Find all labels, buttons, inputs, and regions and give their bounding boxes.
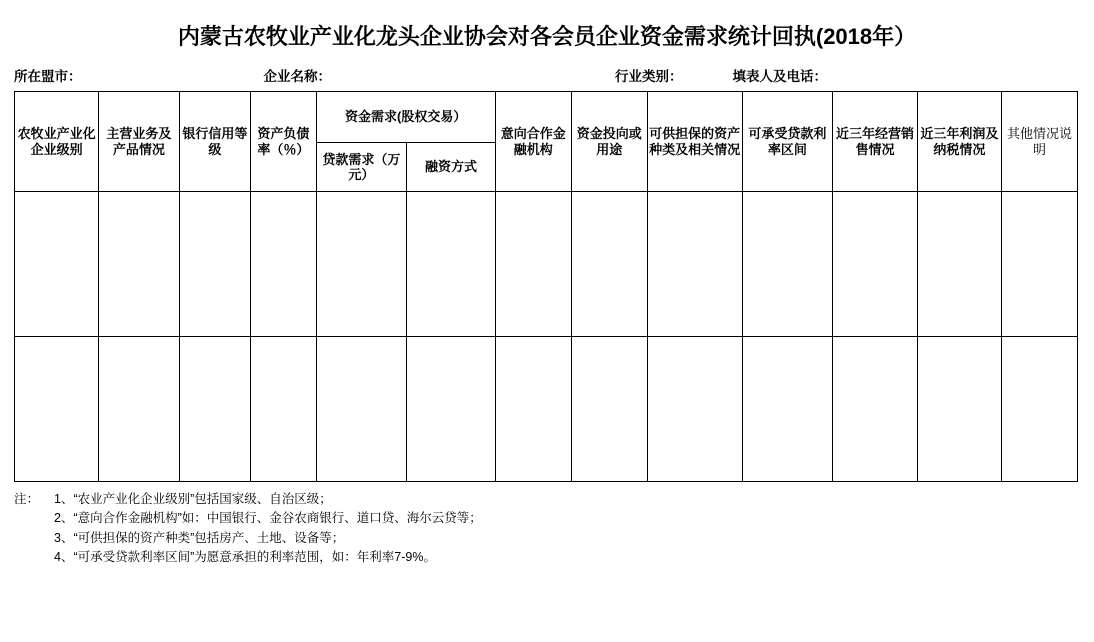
header-profit-tax-3y: 近三年利润及纳税情况	[917, 92, 1001, 192]
cell[interactable]	[1002, 337, 1078, 482]
meta-field-company: 企业名称：	[263, 69, 331, 84]
table-row	[15, 337, 1078, 482]
cell[interactable]	[833, 192, 917, 337]
note-item-4: 4、“可承受贷款利率区间”为愿意承担的利率范围，如：年利率7-9%。	[54, 550, 436, 565]
cell[interactable]	[407, 337, 496, 482]
cell[interactable]	[742, 192, 833, 337]
cell[interactable]	[316, 337, 407, 482]
header-sales-3y: 近三年经营销售情况	[833, 92, 917, 192]
meta-fields-row	[0, 65, 1094, 85]
note-item-1: 1、“农业产业化企业级别”包括国家级、自治区级；	[54, 492, 332, 506]
note-item-2: 2、“意向合作金融机构”如：中国银行、金谷农商银行、道口贷、海尔云贷等；	[54, 511, 482, 526]
note-line	[14, 529, 1080, 548]
notes-prefix: 注：	[14, 492, 40, 506]
header-debt-ratio: 资产负债率（％）	[251, 92, 316, 192]
cell[interactable]	[251, 192, 316, 337]
header-intended-institution: 意向合作金融机构	[495, 92, 571, 192]
cell[interactable]	[99, 337, 179, 482]
meta-field-region: 所在盟市：	[14, 69, 82, 84]
header-other-notes: 其他情况说明	[1002, 92, 1078, 192]
cell[interactable]	[1002, 192, 1078, 337]
document-page	[0, 20, 1094, 642]
header-loan-demand: 贷款需求（万元）	[316, 143, 407, 192]
cell[interactable]	[15, 192, 99, 337]
cell[interactable]	[495, 337, 571, 482]
header-fund-usage: 资金投向或用途	[571, 92, 647, 192]
note-line	[14, 548, 1080, 567]
cell[interactable]	[647, 192, 742, 337]
table-row	[15, 192, 1078, 337]
cell[interactable]	[495, 192, 571, 337]
header-bank-credit-rating: 银行信用等级	[179, 92, 251, 192]
cell[interactable]	[742, 337, 833, 482]
funding-demand-table	[14, 91, 1078, 482]
header-funding-demand-group: 资金需求(股权交易）	[316, 92, 495, 143]
meta-field-contact: 填表人及电话：	[732, 69, 827, 84]
header-main-business: 主营业务及产品情况	[99, 92, 179, 192]
cell[interactable]	[15, 337, 99, 482]
header-financing-method: 融资方式	[407, 143, 496, 192]
notes-section	[14, 490, 1080, 568]
table-header-row-1	[15, 92, 1078, 143]
page-title: 内蒙古农牧业产业化龙头企业协会对各会员企业资金需求统计回执(2018年）	[177, 24, 917, 49]
cell[interactable]	[917, 192, 1001, 337]
cell[interactable]	[251, 337, 316, 482]
cell[interactable]	[571, 337, 647, 482]
cell[interactable]	[571, 192, 647, 337]
cell[interactable]	[833, 337, 917, 482]
header-collateral-assets: 可供担保的资产种类及相关情况	[647, 92, 742, 192]
note-line	[14, 490, 1080, 509]
note-line	[14, 509, 1080, 528]
cell[interactable]	[179, 192, 251, 337]
meta-field-industry: 行业类别：	[615, 69, 683, 84]
header-interest-range: 可承受贷款利率区间	[742, 92, 833, 192]
cell[interactable]	[407, 192, 496, 337]
cell[interactable]	[316, 192, 407, 337]
header-enterprise-level: 农牧业产业化企业级别	[15, 92, 99, 192]
cell[interactable]	[179, 337, 251, 482]
cell[interactable]	[917, 337, 1001, 482]
cell[interactable]	[99, 192, 179, 337]
note-item-3: 3、“可供担保的资产种类”包括房产、土地、设备等；	[54, 530, 345, 545]
cell[interactable]	[647, 337, 742, 482]
